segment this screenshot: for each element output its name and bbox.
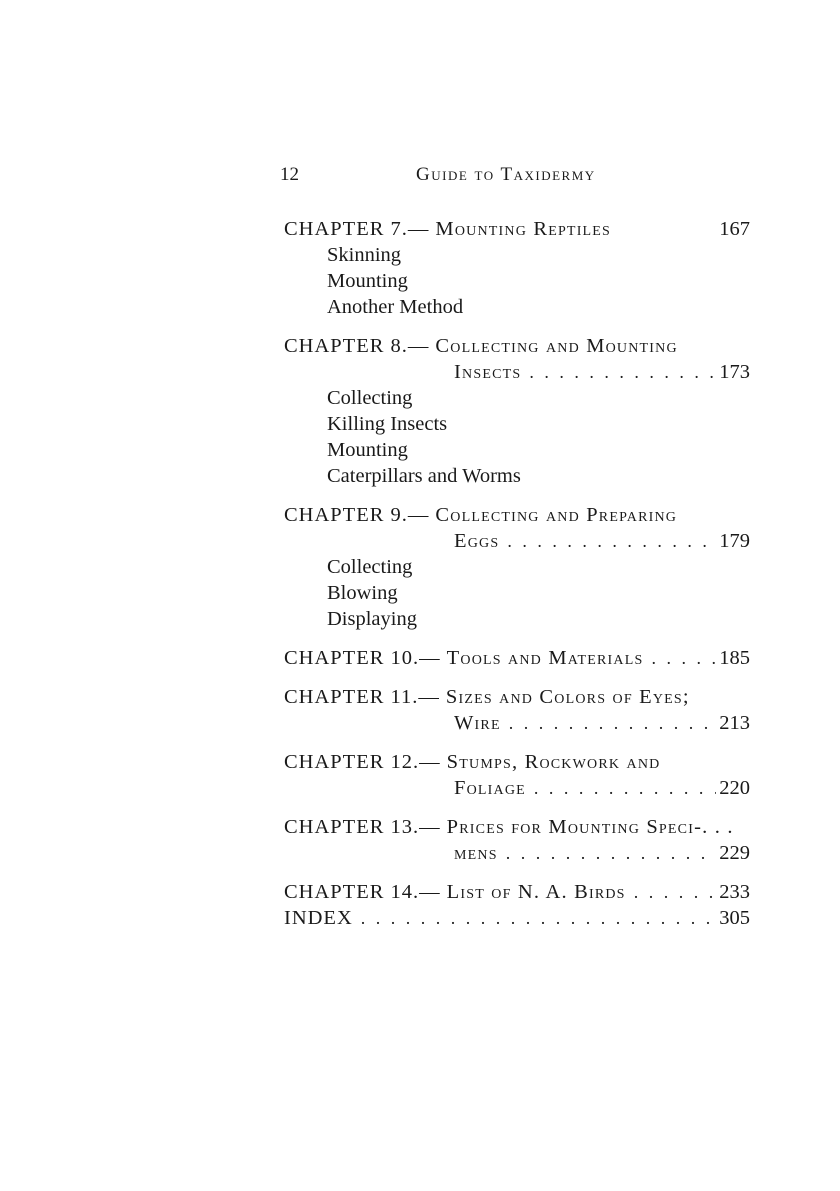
toc-entry-continued[interactable] <box>284 528 750 554</box>
page-ref: 167 <box>719 218 750 240</box>
toc-subentry: Caterpillars and Worms <box>327 465 521 487</box>
dot-leader <box>507 528 716 554</box>
toc-chapter-10 <box>284 645 750 671</box>
toc-subentry: Killing Insects <box>327 413 448 435</box>
page-ref: 305 <box>719 907 750 929</box>
toc-entry-continued[interactable] <box>284 359 750 385</box>
dot-leader <box>651 645 716 671</box>
chapter-title-continued: Foliage <box>454 777 526 799</box>
toc-entry[interactable] <box>284 905 750 931</box>
toc-entry[interactable] <box>284 502 750 528</box>
chapter-title: Mounting Reptiles <box>435 218 612 240</box>
chapter-title: Collecting and Preparing <box>435 504 678 526</box>
toc-entry-continued[interactable] <box>284 840 750 866</box>
toc-entry-continued[interactable] <box>284 710 750 736</box>
chapter-title-continued: Insects <box>454 361 522 383</box>
toc-index <box>284 905 750 931</box>
index-label: INDEX <box>284 907 353 929</box>
toc-subentry: Collecting <box>327 556 413 578</box>
toc-chapter-12 <box>284 749 750 801</box>
dot-leader <box>529 359 716 385</box>
chapter-label: CHAPTER 11.— <box>284 686 440 708</box>
page-ref: 185 <box>719 647 750 669</box>
toc-subentry: Another Method <box>327 296 464 318</box>
toc-chapter-13 <box>284 814 750 866</box>
chapter-title: Stumps, Rockwork and <box>446 751 661 773</box>
chapter-title: Collecting and Mounting <box>435 335 678 357</box>
chapter-label: CHAPTER 7.— <box>284 218 430 240</box>
chapter-label: CHAPTER 13.— <box>284 816 441 838</box>
chapter-label: CHAPTER 8.— <box>284 335 430 357</box>
page-ref: 213 <box>719 712 750 734</box>
page-ref: 220 <box>719 777 750 799</box>
chapter-title: Tools and Materials <box>446 647 644 669</box>
toc-entry[interactable] <box>284 879 750 905</box>
toc-subentry: Collecting <box>327 387 413 409</box>
dot-leader <box>634 879 717 905</box>
toc-chapter-14 <box>284 879 750 905</box>
toc-entry[interactable] <box>284 814 750 840</box>
toc-entry[interactable] <box>284 216 750 242</box>
chapter-title-continued: Wire <box>454 712 501 734</box>
page-ref: 179 <box>719 530 750 552</box>
dot-leader <box>506 840 717 866</box>
running-head: Guide to Taxidermy <box>416 164 596 185</box>
page-number: 12 <box>280 164 299 185</box>
toc-entry[interactable] <box>284 333 750 359</box>
chapter-label: CHAPTER 10.— <box>284 647 441 669</box>
chapter-title: Sizes and Colors of Eyes; <box>445 686 690 708</box>
page-ref: 233 <box>719 881 750 903</box>
toc-entry[interactable] <box>284 749 750 775</box>
chapter-label: CHAPTER 12.— <box>284 751 441 773</box>
chapter-label: CHAPTER 9.— <box>284 504 430 526</box>
toc-entry[interactable] <box>284 645 750 671</box>
table-of-contents <box>284 216 750 931</box>
toc-subentry: Skinning <box>327 244 402 266</box>
book-page <box>280 164 750 931</box>
dot-leader <box>509 710 717 736</box>
toc-subentry: Mounting <box>327 439 408 461</box>
dot-leader <box>534 775 716 801</box>
chapter-title-continued: mens <box>454 842 498 864</box>
toc-subentry: Mounting <box>327 270 408 292</box>
toc-subentry: Blowing <box>327 582 398 604</box>
chapter-title-continued: Eggs <box>454 530 500 552</box>
toc-chapter-7 <box>284 216 750 320</box>
chapter-title: Prices for Mounting Speci-. . . <box>446 816 734 838</box>
toc-subentry: Displaying <box>327 608 417 630</box>
page-ref: 173 <box>719 361 750 383</box>
toc-entry[interactable] <box>284 684 750 710</box>
chapter-label: CHAPTER 14.— <box>284 881 441 903</box>
page-ref: 229 <box>719 842 750 864</box>
toc-chapter-11 <box>284 684 750 736</box>
dot-leader <box>361 905 716 931</box>
toc-entry-continued[interactable] <box>284 775 750 801</box>
chapter-title: List of N. A. Birds <box>446 881 626 903</box>
toc-chapter-8 <box>284 333 750 489</box>
toc-chapter-9 <box>284 502 750 632</box>
page-header <box>280 164 750 186</box>
